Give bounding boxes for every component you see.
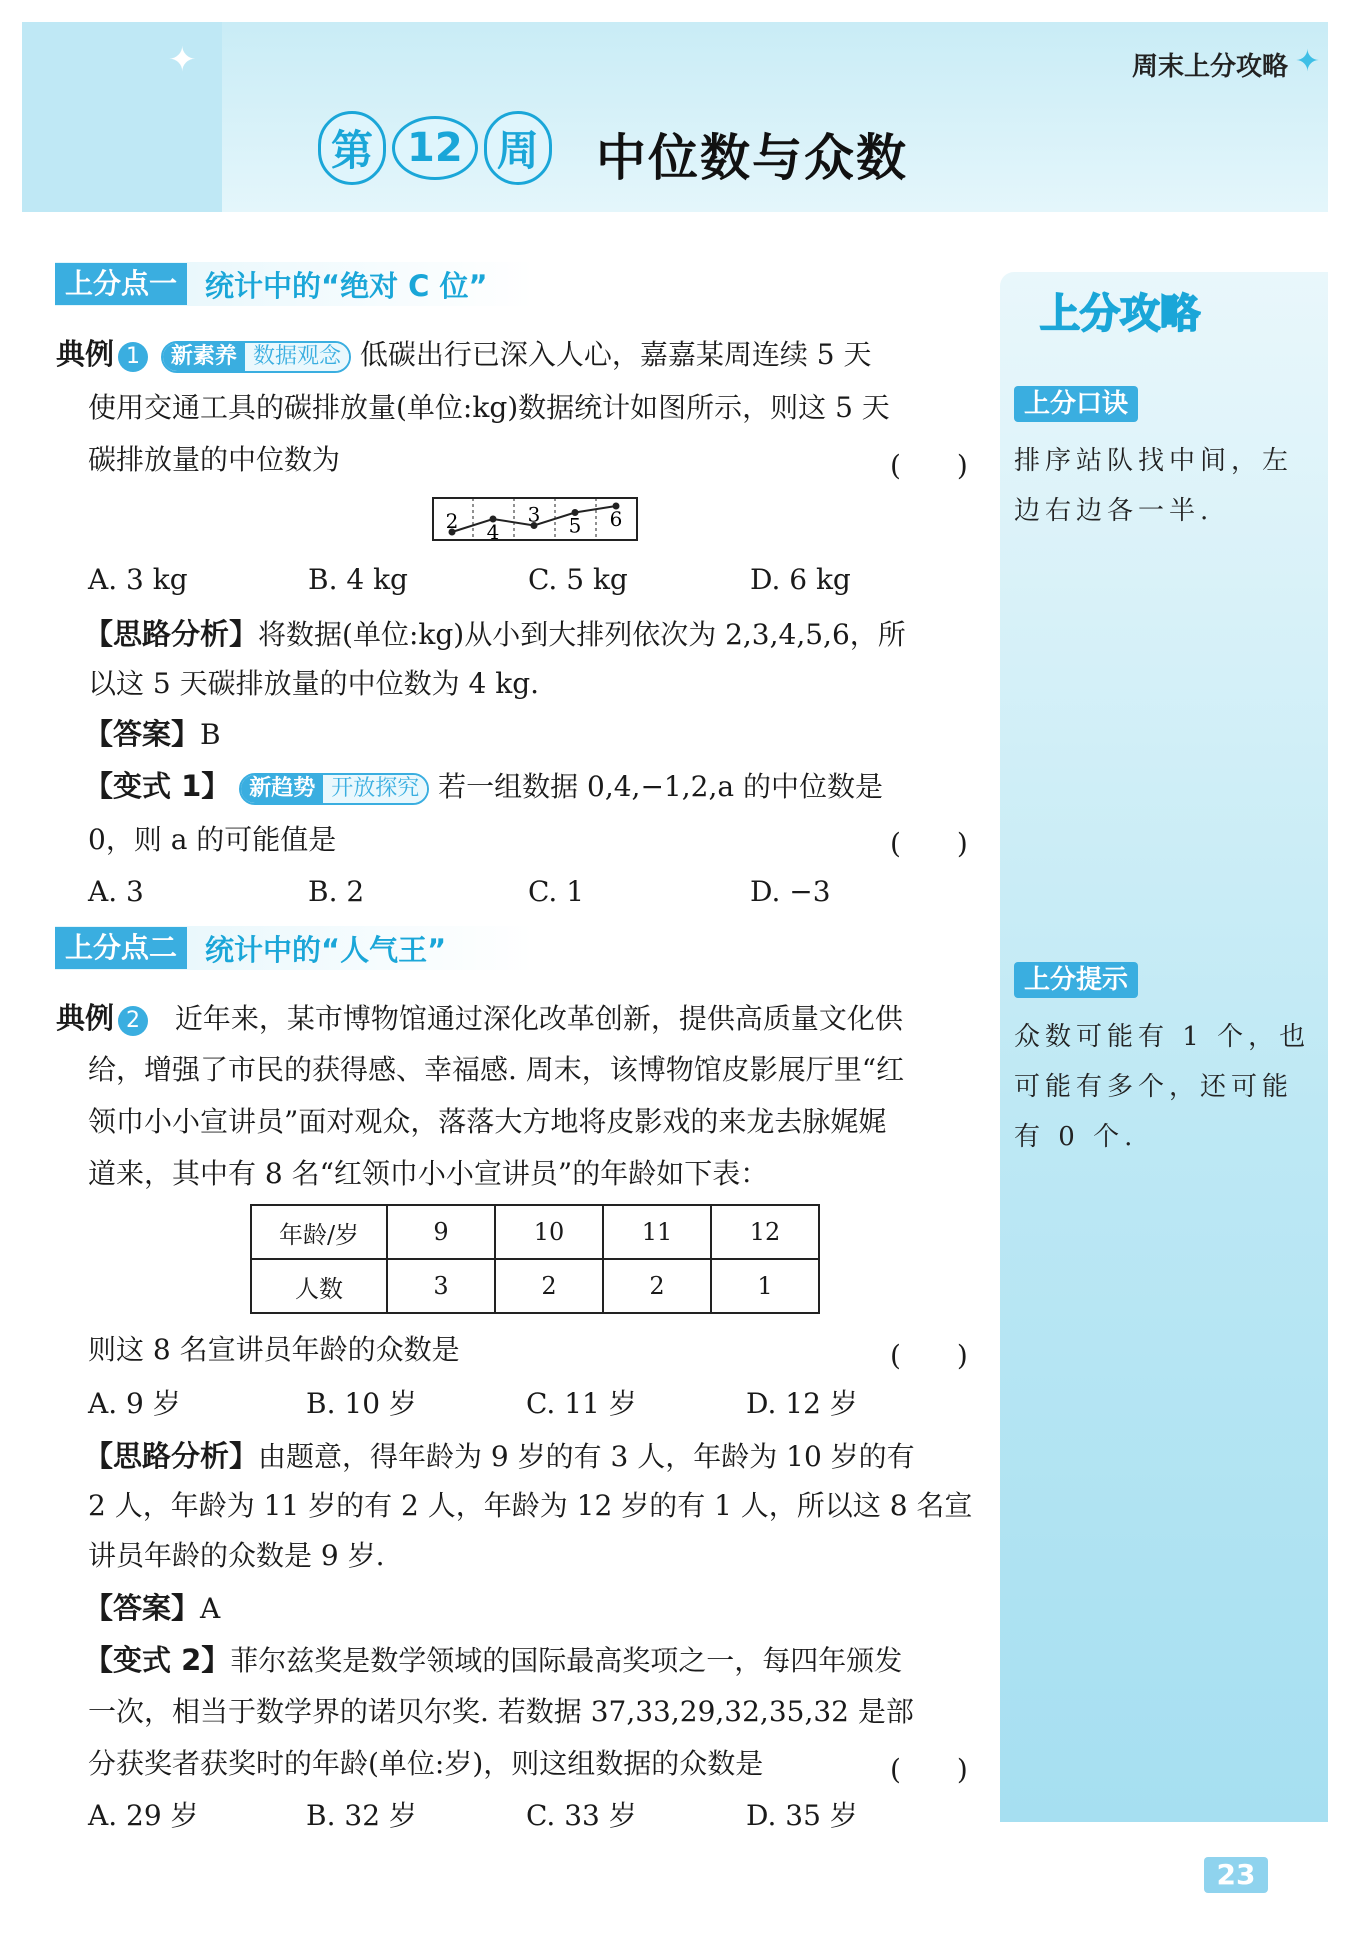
example2-line1 (56, 998, 903, 1039)
week-badge (318, 112, 552, 184)
example1-option-a: A. 3 kg (88, 563, 188, 596)
emission-figure (432, 496, 640, 544)
example1-analysis (84, 614, 906, 655)
page-number: 23 (1204, 1857, 1268, 1893)
answer-paren: ( ) (890, 1753, 968, 1786)
variant2-line1 (84, 1640, 902, 1681)
variant1-line2: 0，则 a 的可能值是 (88, 823, 337, 856)
example-number: 1 (118, 342, 148, 372)
variant1-option-c: C. 1 (528, 875, 585, 908)
section-title: 统计中的“绝对 C 位” (205, 268, 488, 303)
section-title: 统计中的“人气王” (205, 932, 447, 967)
example2-option-a: A. 9 岁 (88, 1387, 181, 1420)
question-text: 若一组数据 0,4,−1,2,a 的中位数是 (438, 770, 883, 803)
answer-paren: ( ) (890, 827, 968, 860)
example1-analysis-line2: 以这 5 天碳排放量的中位数为 4 kg. (88, 667, 540, 700)
variant1-option-d: D. −3 (750, 875, 831, 908)
sparkle-icon: ✦ (168, 40, 197, 80)
table-cell: 10 (495, 1205, 603, 1259)
variant2-option-a: A. 29 岁 (88, 1799, 199, 1832)
star-icon: ✦ (1294, 44, 1320, 79)
variant2-line2: 一次，相当于数学界的诺贝尔奖. 若数据 37,33,29,32,35,32 是部 (88, 1695, 914, 1728)
answer-paren: ( ) (890, 449, 968, 482)
table-cell: 11 (603, 1205, 711, 1259)
sidebar-tag-1: 上分口诀 (1014, 386, 1138, 422)
answer-value: A (200, 1592, 221, 1625)
example2-analysis (84, 1436, 915, 1477)
example1-line3: 碳排放量的中位数为 (88, 443, 341, 476)
variant1-option-b: B. 2 (308, 875, 365, 908)
variant2-option-c: C. 33 岁 (526, 1799, 637, 1832)
example2-line3: 领巾小小宣讲员”面对观众，落落大方地将皮影戏的来龙去脉娓娓 (88, 1105, 887, 1138)
question-text: 低碳出行已深入人心，嘉嘉某周连续 5 天 (359, 338, 872, 371)
figure-label: 4 (486, 520, 500, 544)
example1-line1 (56, 334, 871, 375)
sidebar-tag-2: 上分提示 (1014, 962, 1138, 998)
brand-label: 周末上分攻略 (1131, 52, 1288, 82)
analysis-label: 【思路分析】 (84, 1439, 259, 1473)
table-cell: 2 (495, 1259, 603, 1313)
example-label: 典例 (56, 1001, 115, 1035)
sidebar-text-1 (1014, 436, 1314, 536)
analysis-text: 由题意，得年龄为 9 岁的有 3 人，年龄为 10 岁的有 (258, 1440, 915, 1473)
example2-line2: 给，增强了市民的获得感、幸福感. 周末，该博物馆皮影展厅里“红 (88, 1053, 905, 1086)
answer-paren: ( ) (890, 1339, 968, 1372)
analysis-label: 【思路分析】 (84, 617, 259, 651)
sidebar-text-line: 排序站队找中间，左 (1014, 446, 1294, 476)
example2-question: 则这 8 名宣讲员年龄的众数是 (88, 1333, 460, 1366)
example2-line4: 道来，其中有 8 名“红领巾小小宣讲员”的年龄如下表： (88, 1157, 769, 1190)
sidebar-text-line: 可能有多个，还可能 (1014, 1072, 1294, 1102)
age-table (250, 1204, 820, 1314)
sidebar-text-line: 有 0 个. (1014, 1122, 1138, 1152)
table-cell: 年龄/岁 (251, 1205, 387, 1259)
example2-option-d: D. 12 岁 (746, 1387, 858, 1420)
table-cell: 1 (711, 1259, 819, 1313)
table-cell: 3 (387, 1259, 495, 1313)
example-label: 典例 (56, 337, 115, 371)
sidebar-text-2 (1014, 1012, 1314, 1162)
pill-sub: 数据观念 (245, 343, 349, 371)
variant2-line3: 分获奖者获奖时的年龄(单位:岁)，则这组数据的众数是 (88, 1747, 764, 1780)
week-number: 12 (392, 116, 478, 180)
example2-answer (84, 1588, 220, 1629)
example1-option-b: B. 4 kg (308, 563, 408, 596)
example2-option-c: C. 11 岁 (526, 1387, 637, 1420)
question-text: 菲尔兹奖是数学领域的国际最高奖项之一，每四年颁发 (230, 1644, 903, 1677)
answer-label: 【答案】 (84, 717, 201, 751)
sidebar-text-line: 边右边各一半. (1014, 496, 1214, 526)
example1-option-c: C. 5 kg (528, 563, 628, 596)
table-row (251, 1259, 819, 1313)
variant2-option-b: B. 32 岁 (306, 1799, 417, 1832)
pill-main: 新素养 (163, 343, 245, 371)
example1-line2: 使用交通工具的碳排放量(单位:kg)数据统计如图所示，则这 5 天 (88, 391, 890, 424)
answer-label: 【答案】 (84, 1591, 201, 1625)
figure-label: 5 (568, 513, 582, 538)
sidebar-title: 上分攻略 (1040, 291, 1200, 337)
question-text: 近年来，某市博物馆通过深化改革创新，提供高质量文化供 (174, 1002, 903, 1035)
week-suffix: 周 (484, 111, 552, 185)
table-cell: 2 (603, 1259, 711, 1313)
table-cell: 9 (387, 1205, 495, 1259)
figure-label: 3 (527, 502, 541, 527)
variant1-line1 (84, 766, 883, 807)
example2-analysis-line2: 2 人，年龄为 11 岁的有 2 人，年龄为 12 岁的有 1 人，所以这 8 名宣 (88, 1489, 973, 1522)
analysis-text: 将数据(单位:kg)从小到大排列依次为 2,3,4,5,6，所 (258, 618, 906, 651)
tag-pill (161, 341, 351, 373)
page-title: 中位数与众数 (596, 129, 908, 187)
tag-pill (239, 773, 429, 805)
answer-value: B (200, 718, 221, 751)
week-prefix: 第 (318, 111, 386, 185)
sidebar-text-line: 众数可能有 1 个，也 (1014, 1022, 1311, 1052)
example2-analysis-line3: 讲员年龄的众数是 9 岁. (88, 1539, 385, 1572)
table-cell: 人数 (251, 1259, 387, 1313)
variant1-option-a: A. 3 (88, 875, 144, 908)
example-number: 2 (118, 1006, 148, 1036)
section-tag: 上分点二 (55, 927, 187, 969)
table-row (251, 1205, 819, 1259)
example1-option-d: D. 6 kg (750, 563, 851, 596)
variant-label: 【变式 1】 (84, 769, 231, 803)
section-header-1 (55, 262, 535, 306)
pill-sub: 开放探究 (323, 775, 427, 803)
pill-main: 新趋势 (241, 775, 323, 803)
section-header-2 (55, 926, 535, 970)
figure-label: 6 (609, 507, 623, 531)
example2-option-b: B. 10 岁 (306, 1387, 417, 1420)
figure-label: 2 (445, 509, 459, 533)
table-cell: 12 (711, 1205, 819, 1259)
variant-label: 【变式 2】 (84, 1643, 231, 1677)
example1-answer (84, 714, 221, 755)
section-tag: 上分点一 (55, 263, 187, 305)
variant2-option-d: D. 35 岁 (746, 1799, 858, 1832)
